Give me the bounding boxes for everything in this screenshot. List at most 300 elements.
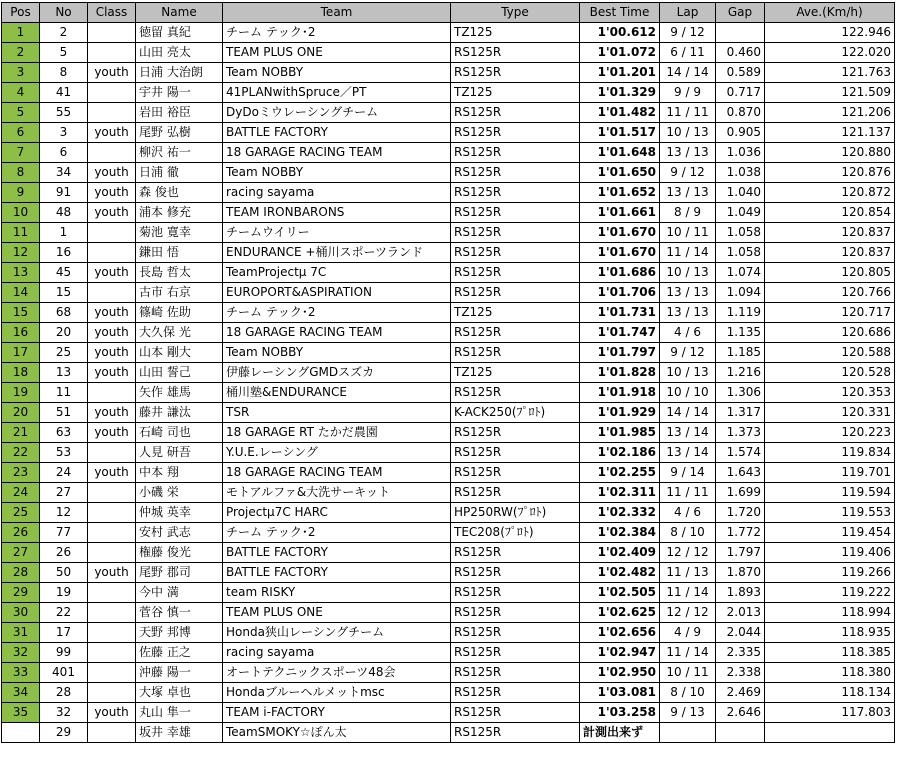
cell-average-speed — [765, 723, 895, 743]
cell-average-speed: 122.946 — [765, 23, 895, 43]
cell-lap: 14 / 14 — [660, 403, 716, 423]
cell-machine-type: TZ125 — [451, 303, 580, 323]
cell-gap: 1.049 — [716, 203, 765, 223]
table-row — [2, 683, 895, 703]
cell-team: チーム テック･2 — [223, 523, 451, 543]
results-body — [2, 23, 895, 743]
cell-gap — [716, 723, 765, 743]
cell-machine-type: RS125R — [451, 263, 580, 283]
cell-rider-name: 大久保 光 — [136, 323, 223, 343]
cell-machine-type: K-ACK250(ﾌﾟﾛﾄ) — [451, 403, 580, 423]
cell-average-speed: 121.763 — [765, 63, 895, 83]
cell-rider-name: 山田 誓己 — [136, 363, 223, 383]
cell-gap: 1.797 — [716, 543, 765, 563]
table-row — [2, 663, 895, 683]
cell-class — [88, 583, 136, 603]
cell-lap: 4 / 6 — [660, 323, 716, 343]
cell-number: 22 — [40, 603, 88, 623]
cell-class: youth — [88, 563, 136, 583]
table-row — [2, 403, 895, 423]
cell-rider-name: 日浦 徹 — [136, 163, 223, 183]
cell-machine-type: TEC208(ﾌﾟﾛﾄ) — [451, 523, 580, 543]
table-row — [2, 483, 895, 503]
cell-best-time: 1'02.656 — [580, 623, 660, 643]
cell-best-time: 1'01.670 — [580, 243, 660, 263]
cell-number: 11 — [40, 383, 88, 403]
cell-pos: 22 — [2, 443, 40, 463]
cell-rider-name: 山本 剛大 — [136, 343, 223, 363]
table-row — [2, 363, 895, 383]
table-row — [2, 83, 895, 103]
cell-team: チーム テック･2 — [223, 303, 451, 323]
cell-average-speed: 120.528 — [765, 363, 895, 383]
cell-best-time: 1'00.612 — [580, 23, 660, 43]
cell-class — [88, 43, 136, 63]
cell-gap: 0.905 — [716, 123, 765, 143]
table-row — [2, 503, 895, 523]
cell-team: TeamProjectμ 7C — [223, 263, 451, 283]
table-row — [2, 703, 895, 723]
cell-pos: 3 — [2, 63, 40, 83]
cell-lap: 11 / 11 — [660, 103, 716, 123]
cell-team: Projectμ7C HARC — [223, 503, 451, 523]
cell-team: Team NOBBY — [223, 63, 451, 83]
cell-class — [88, 523, 136, 543]
results-table-container — [1, 2, 895, 743]
table-row — [2, 643, 895, 663]
cell-average-speed: 120.837 — [765, 243, 895, 263]
cell-pos — [2, 723, 40, 743]
cell-pos: 6 — [2, 123, 40, 143]
cell-best-time: 1'01.329 — [580, 83, 660, 103]
cell-class — [88, 283, 136, 303]
cell-lap: 13 / 14 — [660, 443, 716, 463]
cell-gap: 2.646 — [716, 703, 765, 723]
cell-pos: 14 — [2, 283, 40, 303]
table-row — [2, 323, 895, 343]
cell-best-time: 1'01.652 — [580, 183, 660, 203]
cell-gap: 0.870 — [716, 103, 765, 123]
cell-class — [88, 443, 136, 463]
cell-number: 401 — [40, 663, 88, 683]
cell-average-speed: 119.454 — [765, 523, 895, 543]
cell-number: 2 — [40, 23, 88, 43]
cell-number: 17 — [40, 623, 88, 643]
cell-number: 5 — [40, 43, 88, 63]
table-row — [2, 283, 895, 303]
header-lap: Lap — [660, 3, 716, 23]
header-class: Class — [88, 3, 136, 23]
cell-rider-name: 権藤 俊光 — [136, 543, 223, 563]
cell-number: 20 — [40, 323, 88, 343]
cell-gap: 1.893 — [716, 583, 765, 603]
cell-lap: 10 / 10 — [660, 383, 716, 403]
cell-pos: 4 — [2, 83, 40, 103]
cell-pos: 15 — [2, 303, 40, 323]
cell-machine-type: RS125R — [451, 203, 580, 223]
cell-best-time: 1'01.706 — [580, 283, 660, 303]
cell-lap: 11 / 13 — [660, 563, 716, 583]
cell-team: オートテクニックスポーツ48会 — [223, 663, 451, 683]
cell-number: 68 — [40, 303, 88, 323]
cell-rider-name: 徳留 真紀 — [136, 23, 223, 43]
cell-number: 6 — [40, 143, 88, 163]
cell-class: youth — [88, 323, 136, 343]
cell-machine-type: RS125R — [451, 723, 580, 743]
cell-machine-type: RS125R — [451, 163, 580, 183]
cell-team: racing sayama — [223, 183, 451, 203]
cell-lap: 8 / 9 — [660, 203, 716, 223]
cell-pos: 8 — [2, 163, 40, 183]
cell-gap: 0.460 — [716, 43, 765, 63]
cell-pos: 10 — [2, 203, 40, 223]
cell-best-time: 1'02.505 — [580, 583, 660, 603]
cell-number: 50 — [40, 563, 88, 583]
cell-lap: 9 / 12 — [660, 23, 716, 43]
cell-lap: 10 / 13 — [660, 363, 716, 383]
cell-pos: 5 — [2, 103, 40, 123]
cell-number: 63 — [40, 423, 88, 443]
cell-team: Team NOBBY — [223, 163, 451, 183]
cell-average-speed: 119.266 — [765, 563, 895, 583]
cell-rider-name: 鎌田 悟 — [136, 243, 223, 263]
cell-best-time: 1'02.409 — [580, 543, 660, 563]
cell-gap: 1.119 — [716, 303, 765, 323]
cell-lap: 10 / 13 — [660, 263, 716, 283]
cell-lap: 13 / 13 — [660, 303, 716, 323]
cell-lap: 9 / 12 — [660, 163, 716, 183]
cell-rider-name: 尾野 弘樹 — [136, 123, 223, 143]
table-row — [2, 603, 895, 623]
table-row — [2, 103, 895, 123]
results-table — [1, 2, 895, 743]
table-row — [2, 563, 895, 583]
cell-pos: 7 — [2, 143, 40, 163]
cell-rider-name: 今中 満 — [136, 583, 223, 603]
cell-team: BATTLE FACTORY — [223, 563, 451, 583]
cell-number: 77 — [40, 523, 88, 543]
cell-average-speed: 120.854 — [765, 203, 895, 223]
cell-pos: 34 — [2, 683, 40, 703]
cell-machine-type: RS125R — [451, 143, 580, 163]
cell-rider-name: 天野 邦博 — [136, 623, 223, 643]
cell-number: 13 — [40, 363, 88, 383]
cell-average-speed: 118.994 — [765, 603, 895, 623]
cell-class: youth — [88, 263, 136, 283]
cell-lap: 9 / 12 — [660, 343, 716, 363]
cell-best-time: 1'01.828 — [580, 363, 660, 383]
cell-pos: 27 — [2, 543, 40, 563]
cell-machine-type: RS125R — [451, 283, 580, 303]
cell-machine-type: RS125R — [451, 683, 580, 703]
cell-class: youth — [88, 423, 136, 443]
cell-best-time: 1'02.255 — [580, 463, 660, 483]
cell-number: 91 — [40, 183, 88, 203]
cell-best-time: 1'01.482 — [580, 103, 660, 123]
cell-team: TeamSMOKY☆ぽん太 — [223, 723, 451, 743]
cell-gap: 1.772 — [716, 523, 765, 543]
cell-machine-type: RS125R — [451, 123, 580, 143]
cell-class — [88, 543, 136, 563]
cell-best-time: 1'01.661 — [580, 203, 660, 223]
cell-gap: 1.216 — [716, 363, 765, 383]
cell-best-time: 1'01.072 — [580, 43, 660, 63]
cell-number: 3 — [40, 123, 88, 143]
table-row — [2, 583, 895, 603]
cell-best-time: 1'01.201 — [580, 63, 660, 83]
cell-best-time: 1'02.311 — [580, 483, 660, 503]
cell-number: 29 — [40, 723, 88, 743]
cell-number: 19 — [40, 583, 88, 603]
cell-class: youth — [88, 183, 136, 203]
table-row — [2, 123, 895, 143]
cell-gap: 1.720 — [716, 503, 765, 523]
cell-best-time: 1'01.670 — [580, 223, 660, 243]
cell-class: youth — [88, 163, 136, 183]
cell-lap: 11 / 14 — [660, 583, 716, 603]
cell-team: Hondaブルーヘルメットmsc — [223, 683, 451, 703]
cell-rider-name: 柳沢 祐一 — [136, 143, 223, 163]
table-row — [2, 163, 895, 183]
cell-best-time: 1'01.648 — [580, 143, 660, 163]
cell-machine-type: RS125R — [451, 103, 580, 123]
cell-rider-name: 浦本 修充 — [136, 203, 223, 223]
cell-machine-type: RS125R — [451, 463, 580, 483]
cell-lap: 12 / 12 — [660, 543, 716, 563]
cell-pos: 16 — [2, 323, 40, 343]
cell-lap: 12 / 12 — [660, 603, 716, 623]
cell-rider-name: 小磯 栄 — [136, 483, 223, 503]
header-name: Name — [136, 3, 223, 23]
cell-team: TEAM i-FACTORY — [223, 703, 451, 723]
cell-lap: 6 / 11 — [660, 43, 716, 63]
cell-pos: 31 — [2, 623, 40, 643]
cell-gap: 2.044 — [716, 623, 765, 643]
cell-average-speed: 120.876 — [765, 163, 895, 183]
cell-average-speed: 118.134 — [765, 683, 895, 703]
cell-rider-name: 坂井 幸雄 — [136, 723, 223, 743]
cell-average-speed: 119.701 — [765, 463, 895, 483]
cell-average-speed: 118.385 — [765, 643, 895, 663]
cell-pos: 17 — [2, 343, 40, 363]
header-gap: Gap — [716, 3, 765, 23]
table-row — [2, 263, 895, 283]
cell-class — [88, 623, 136, 643]
cell-best-time: 1'01.517 — [580, 123, 660, 143]
cell-team: BATTLE FACTORY — [223, 543, 451, 563]
cell-team: TEAM PLUS ONE — [223, 43, 451, 63]
cell-lap: 10 / 13 — [660, 123, 716, 143]
cell-team: 18 GARAGE RT たかだ農園 — [223, 423, 451, 443]
cell-pos: 26 — [2, 523, 40, 543]
cell-class: youth — [88, 343, 136, 363]
table-row — [2, 223, 895, 243]
cell-best-time: 1'01.918 — [580, 383, 660, 403]
cell-class — [88, 103, 136, 123]
cell-gap: 1.643 — [716, 463, 765, 483]
table-row — [2, 203, 895, 223]
cell-team: 18 GARAGE RACING TEAM — [223, 143, 451, 163]
cell-rider-name: 藤井 謙汰 — [136, 403, 223, 423]
cell-class: youth — [88, 123, 136, 143]
cell-average-speed: 119.553 — [765, 503, 895, 523]
cell-average-speed: 120.686 — [765, 323, 895, 343]
cell-best-time: 1'02.384 — [580, 523, 660, 543]
cell-average-speed: 120.331 — [765, 403, 895, 423]
cell-lap: 13 / 14 — [660, 423, 716, 443]
cell-class — [88, 603, 136, 623]
cell-average-speed: 120.837 — [765, 223, 895, 243]
cell-rider-name: 中本 翔 — [136, 463, 223, 483]
cell-class — [88, 223, 136, 243]
cell-rider-name: 菅谷 慎一 — [136, 603, 223, 623]
cell-team: 18 GARAGE RACING TEAM — [223, 463, 451, 483]
header-row — [2, 3, 895, 23]
cell-gap: 1.058 — [716, 223, 765, 243]
cell-average-speed: 119.222 — [765, 583, 895, 603]
table-row — [2, 143, 895, 163]
cell-pos: 28 — [2, 563, 40, 583]
cell-machine-type: RS125R — [451, 623, 580, 643]
cell-best-time: 1'02.332 — [580, 503, 660, 523]
header-best-time: Best Time — [580, 3, 660, 23]
cell-best-time: 1'01.650 — [580, 163, 660, 183]
cell-lap: 13 / 13 — [660, 283, 716, 303]
cell-average-speed: 119.594 — [765, 483, 895, 503]
cell-rider-name: 山田 亮太 — [136, 43, 223, 63]
cell-machine-type: RS125R — [451, 43, 580, 63]
cell-gap: 1.317 — [716, 403, 765, 423]
cell-rider-name: 篠崎 佐助 — [136, 303, 223, 323]
cell-best-time: 1'01.797 — [580, 343, 660, 363]
cell-class — [88, 83, 136, 103]
cell-number: 99 — [40, 643, 88, 663]
cell-machine-type: RS125R — [451, 183, 580, 203]
cell-pos: 18 — [2, 363, 40, 383]
cell-pos: 12 — [2, 243, 40, 263]
cell-machine-type: RS125R — [451, 543, 580, 563]
header-pos: Pos — [2, 3, 40, 23]
cell-average-speed: 120.805 — [765, 263, 895, 283]
table-row — [2, 543, 895, 563]
cell-machine-type: HP250RW(ﾌﾟﾛﾄ) — [451, 503, 580, 523]
cell-team: ENDURANCE +桶川スポーツランド — [223, 243, 451, 263]
cell-lap: 4 / 9 — [660, 623, 716, 643]
header-no: No — [40, 3, 88, 23]
cell-average-speed: 120.880 — [765, 143, 895, 163]
cell-pos: 19 — [2, 383, 40, 403]
cell-class: youth — [88, 203, 136, 223]
cell-average-speed: 120.766 — [765, 283, 895, 303]
cell-gap: 1.094 — [716, 283, 765, 303]
cell-average-speed: 122.020 — [765, 43, 895, 63]
cell-number: 28 — [40, 683, 88, 703]
cell-number: 24 — [40, 463, 88, 483]
table-row — [2, 303, 895, 323]
cell-rider-name: 古市 右京 — [136, 283, 223, 303]
cell-rider-name: 矢作 雄馬 — [136, 383, 223, 403]
cell-team: 41PLANwithSpruce／PT — [223, 83, 451, 103]
cell-machine-type: RS125R — [451, 443, 580, 463]
cell-gap: 1.036 — [716, 143, 765, 163]
cell-lap: 13 / 13 — [660, 183, 716, 203]
cell-number: 12 — [40, 503, 88, 523]
cell-average-speed: 117.803 — [765, 703, 895, 723]
cell-machine-type: RS125R — [451, 663, 580, 683]
cell-rider-name: 日浦 大治朗 — [136, 63, 223, 83]
table-row — [2, 343, 895, 363]
cell-machine-type: RS125R — [451, 63, 580, 83]
cell-pos: 20 — [2, 403, 40, 423]
cell-number: 15 — [40, 283, 88, 303]
cell-machine-type: RS125R — [451, 483, 580, 503]
cell-class: youth — [88, 63, 136, 83]
cell-class — [88, 723, 136, 743]
cell-machine-type: TZ125 — [451, 23, 580, 43]
header-team: Team — [223, 3, 451, 23]
cell-best-time: 1'02.482 — [580, 563, 660, 583]
cell-gap: 1.185 — [716, 343, 765, 363]
table-row — [2, 443, 895, 463]
cell-number: 16 — [40, 243, 88, 263]
cell-rider-name: 菊池 寛幸 — [136, 223, 223, 243]
cell-class: youth — [88, 303, 136, 323]
cell-team: チーム テック･2 — [223, 23, 451, 43]
cell-gap: 1.040 — [716, 183, 765, 203]
cell-pos: 13 — [2, 263, 40, 283]
cell-team: モトアルファ&大洗サーキット — [223, 483, 451, 503]
cell-best-time: 1'02.625 — [580, 603, 660, 623]
cell-best-time: 計測出来ず — [580, 723, 660, 743]
cell-class — [88, 243, 136, 263]
cell-gap: 1.870 — [716, 563, 765, 583]
cell-machine-type: RS125R — [451, 243, 580, 263]
cell-pos: 21 — [2, 423, 40, 443]
cell-class — [88, 483, 136, 503]
cell-gap: 1.135 — [716, 323, 765, 343]
cell-rider-name: 佐藤 正之 — [136, 643, 223, 663]
cell-gap: 1.574 — [716, 443, 765, 463]
cell-rider-name: 石崎 司也 — [136, 423, 223, 443]
cell-lap: 9 / 9 — [660, 83, 716, 103]
cell-machine-type: RS125R — [451, 583, 580, 603]
cell-rider-name: 丸山 隼一 — [136, 703, 223, 723]
cell-gap — [716, 23, 765, 43]
cell-class — [88, 663, 136, 683]
cell-pos: 35 — [2, 703, 40, 723]
cell-lap: 10 / 11 — [660, 223, 716, 243]
cell-class — [88, 683, 136, 703]
cell-rider-name: 尾野 郡司 — [136, 563, 223, 583]
cell-number: 1 — [40, 223, 88, 243]
cell-team: DyDoミウレーシングチーム — [223, 103, 451, 123]
cell-team: 伊藤レーシングGMDスズカ — [223, 363, 451, 383]
cell-pos: 11 — [2, 223, 40, 243]
cell-team: EUROPORT&ASPIRATION — [223, 283, 451, 303]
cell-class: youth — [88, 703, 136, 723]
cell-team: チームウイリー — [223, 223, 451, 243]
cell-number: 53 — [40, 443, 88, 463]
header-type: Type — [451, 3, 580, 23]
table-row — [2, 383, 895, 403]
table-row — [2, 723, 895, 743]
cell-class — [88, 643, 136, 663]
table-row — [2, 243, 895, 263]
cell-average-speed: 121.509 — [765, 83, 895, 103]
cell-lap: 11 / 11 — [660, 483, 716, 503]
cell-class — [88, 143, 136, 163]
cell-lap: 8 / 10 — [660, 523, 716, 543]
